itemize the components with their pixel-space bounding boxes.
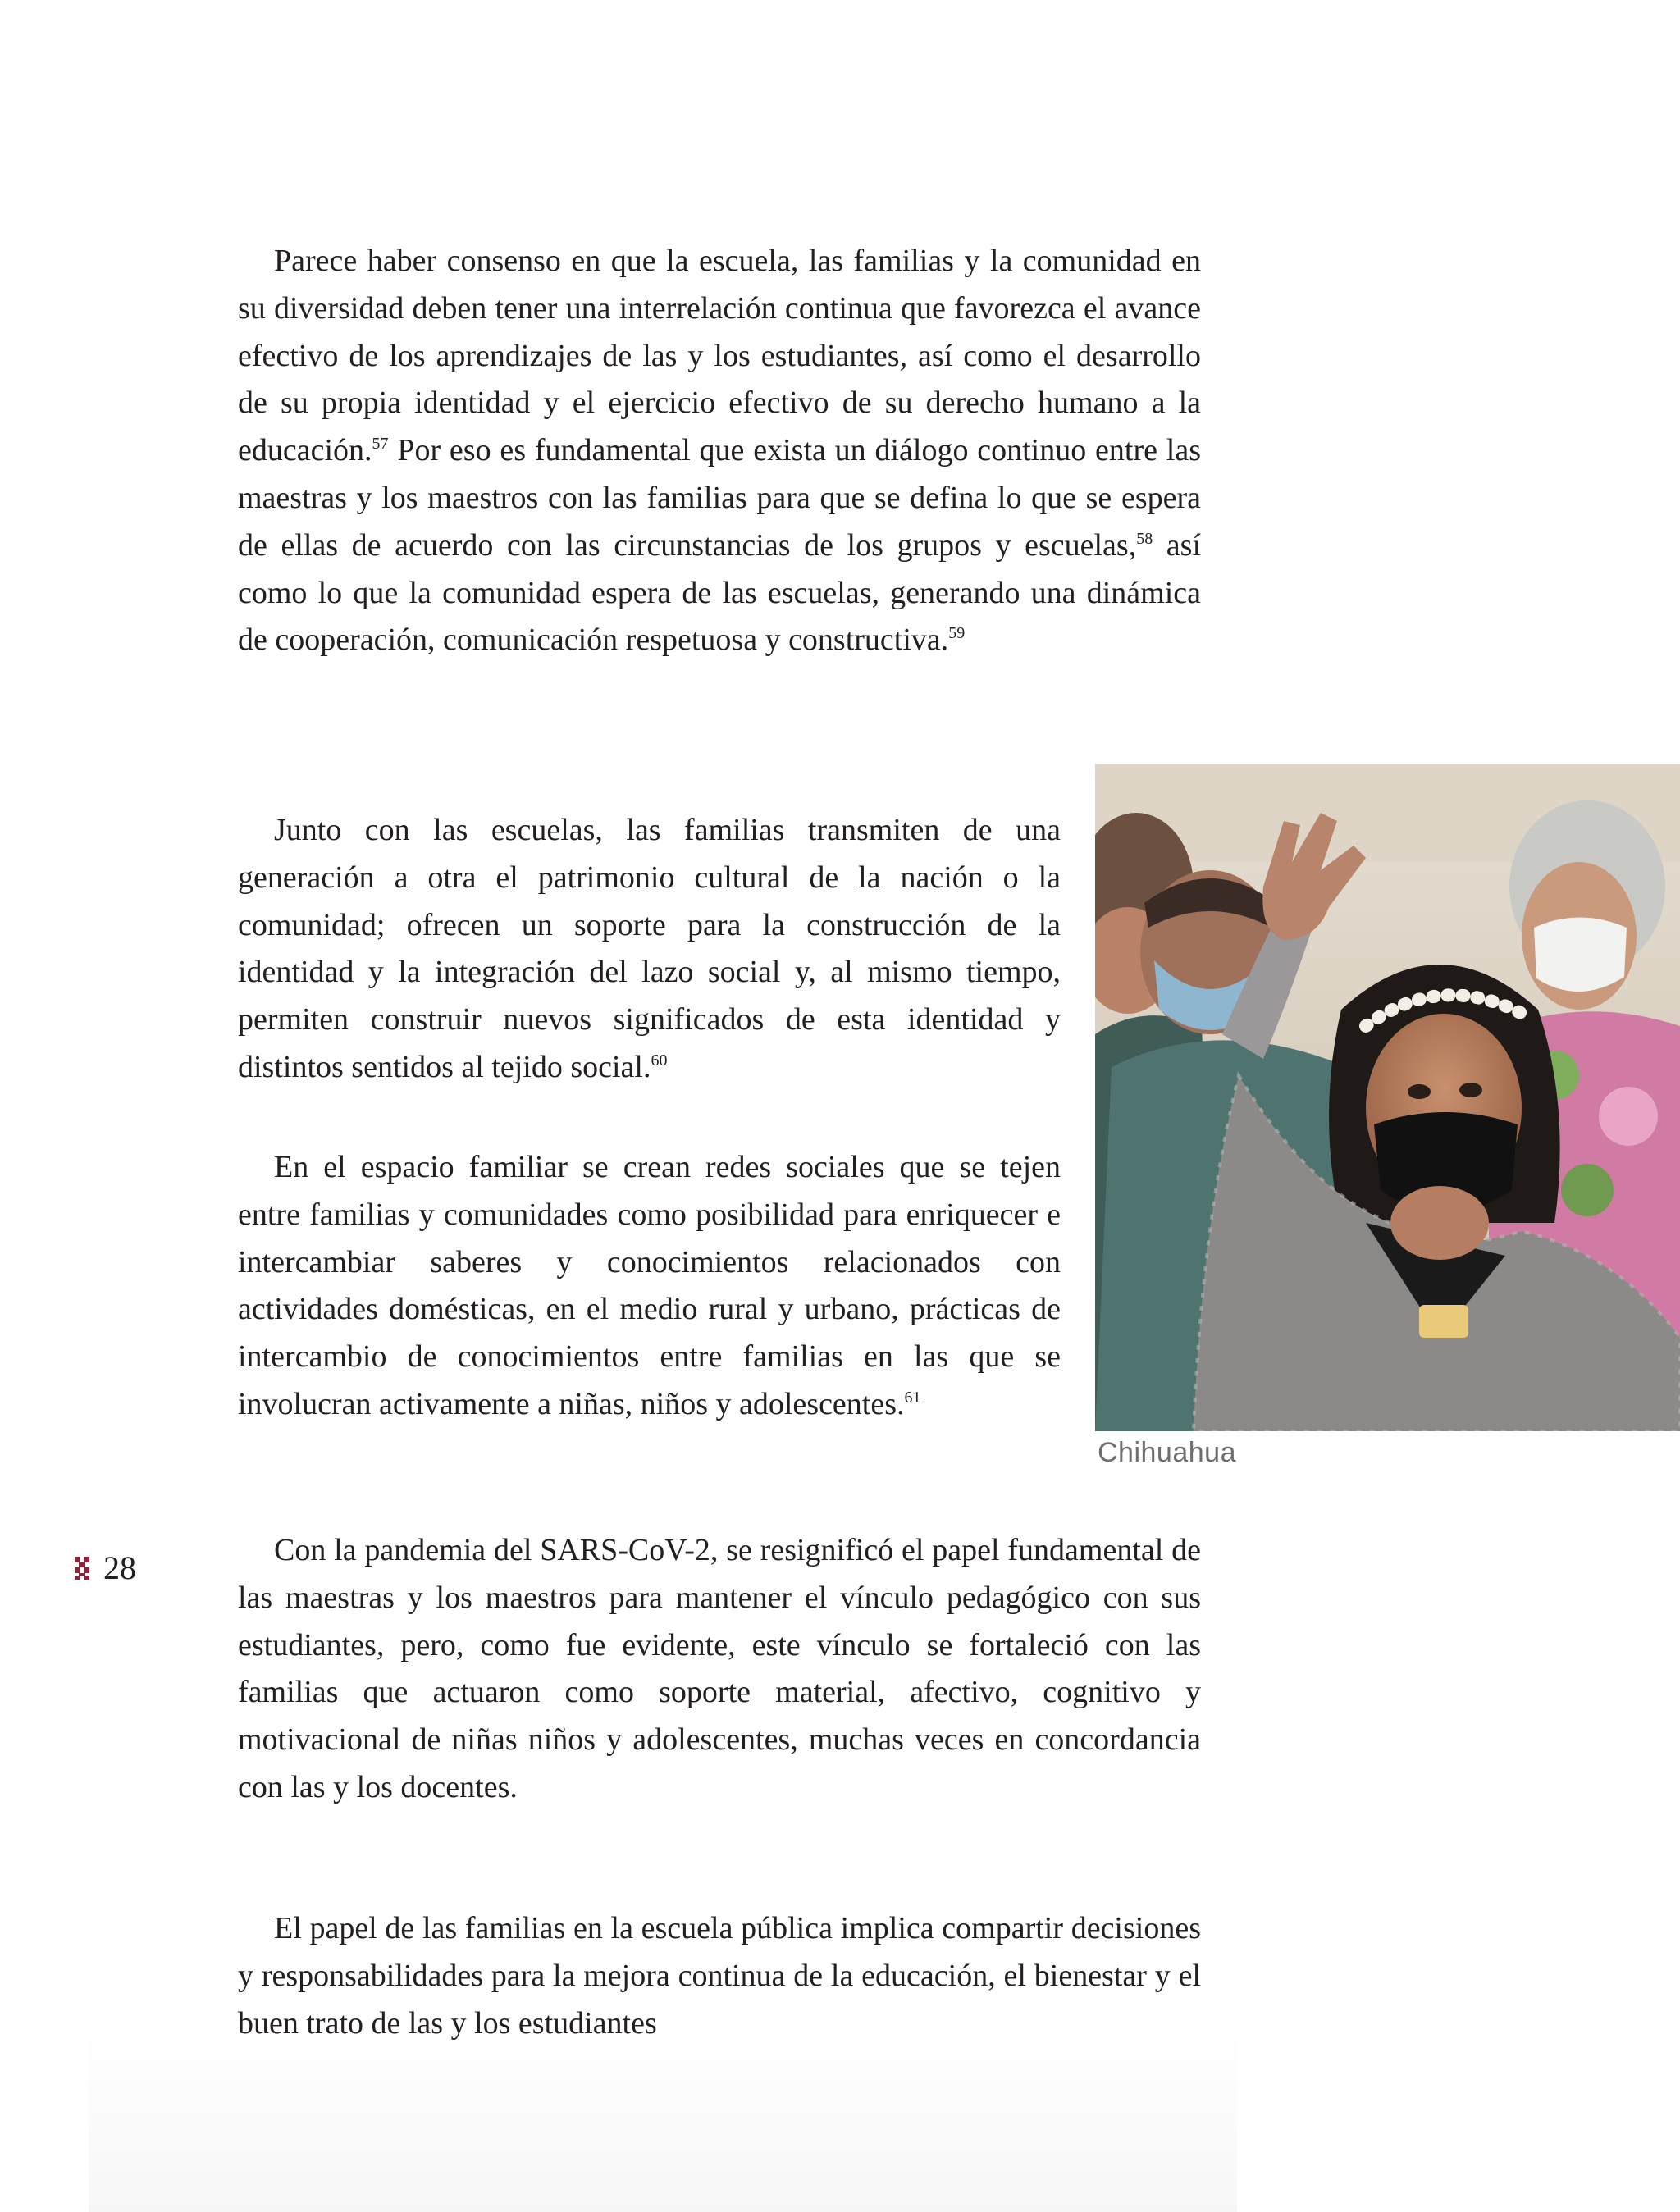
photo-caption: Chihuahua: [1098, 1437, 1236, 1468]
ornament-icon: [74, 1556, 90, 1580]
page-number: 28: [103, 1549, 136, 1586]
footnote-ref-57: 57: [372, 435, 389, 454]
footnote-ref-61: 61: [904, 1388, 921, 1407]
page-bottom-shade: [89, 2026, 1237, 2212]
page-folio: [74, 1548, 136, 1587]
body-paragraph-4: Con la pandemia del SARS-CoV-2, se resignificó el papel fundamental de las maestras y los maestros para mantener el vínculo pedagógico con sus estudiantes, pero, como fue evidente, este vínculo se fortaleció con las familias que actuaron como soporte material, afectivo, cognitivo y motivacional de niñas niños y adolescentes, muchas veces en concordancia con las y los docentes.: [238, 1533, 1201, 1804]
footnote-ref-60: 60: [651, 1051, 668, 1070]
body-paragraph-1: Parece haber consenso en que la escuela, las familias y la comunidad en su diversidad deben tener una interrelación continua que favorezca el avance efectivo de los aprendizajes de las y los estudiantes, así como el desarrollo de su propia identidad y el ejercicio efectivo de su derecho humano a la educación.$^{57}$ Por eso es fundamental que exista un diálogo continuo entre las maestras y los maestros con las familias para que se defina lo que se espera de ellas de acuerdo con las circunstancias de los grupos y escuelas,$^{58}$ así como lo que la comunidad espera de las escuelas, generando una dinámica de cooperación, comunicación respetuosa y constructiva.$^{59}$: [238, 244, 1202, 658]
footnote-ref-59: 59: [948, 624, 966, 643]
body-paragraph-2: Junto con las escuelas, las familias transmiten de una generación a otra el patrimonio cultural de la nación o la comunidad; ofrecen un soporte para la construcción de la identidad y la integración del lazo social y, al mismo tiempo, permiten construir nuevos significados de esta identidad y distintos sentidos al tejido social.$^{60}$: [238, 813, 1061, 1084]
classroom-photo: [1095, 764, 1680, 1431]
body-paragraph-3: En el espacio familiar se crean redes sociales que se tejen entre familias y comunidades como posibilidad para enriquecer e intercambiar saberes y conocimientos relacionados con actividades domésticas, en el medio rural y urbano, prácticas de intercambio de conocimientos entre familias en las que se involucran activamente a niñas, niños y adolescentes.$^{61}$: [238, 1150, 1061, 1421]
body-paragraph-5: El papel de las familias en la escuela pública implica compartir decisiones y responsabilidades para la mejora continua de la educación, el bienestar y el buen trato de las y los estudiantes: [238, 1911, 1201, 2041]
footnote-ref-58: 58: [1136, 529, 1153, 548]
photo-illustration: [1095, 764, 1680, 1431]
